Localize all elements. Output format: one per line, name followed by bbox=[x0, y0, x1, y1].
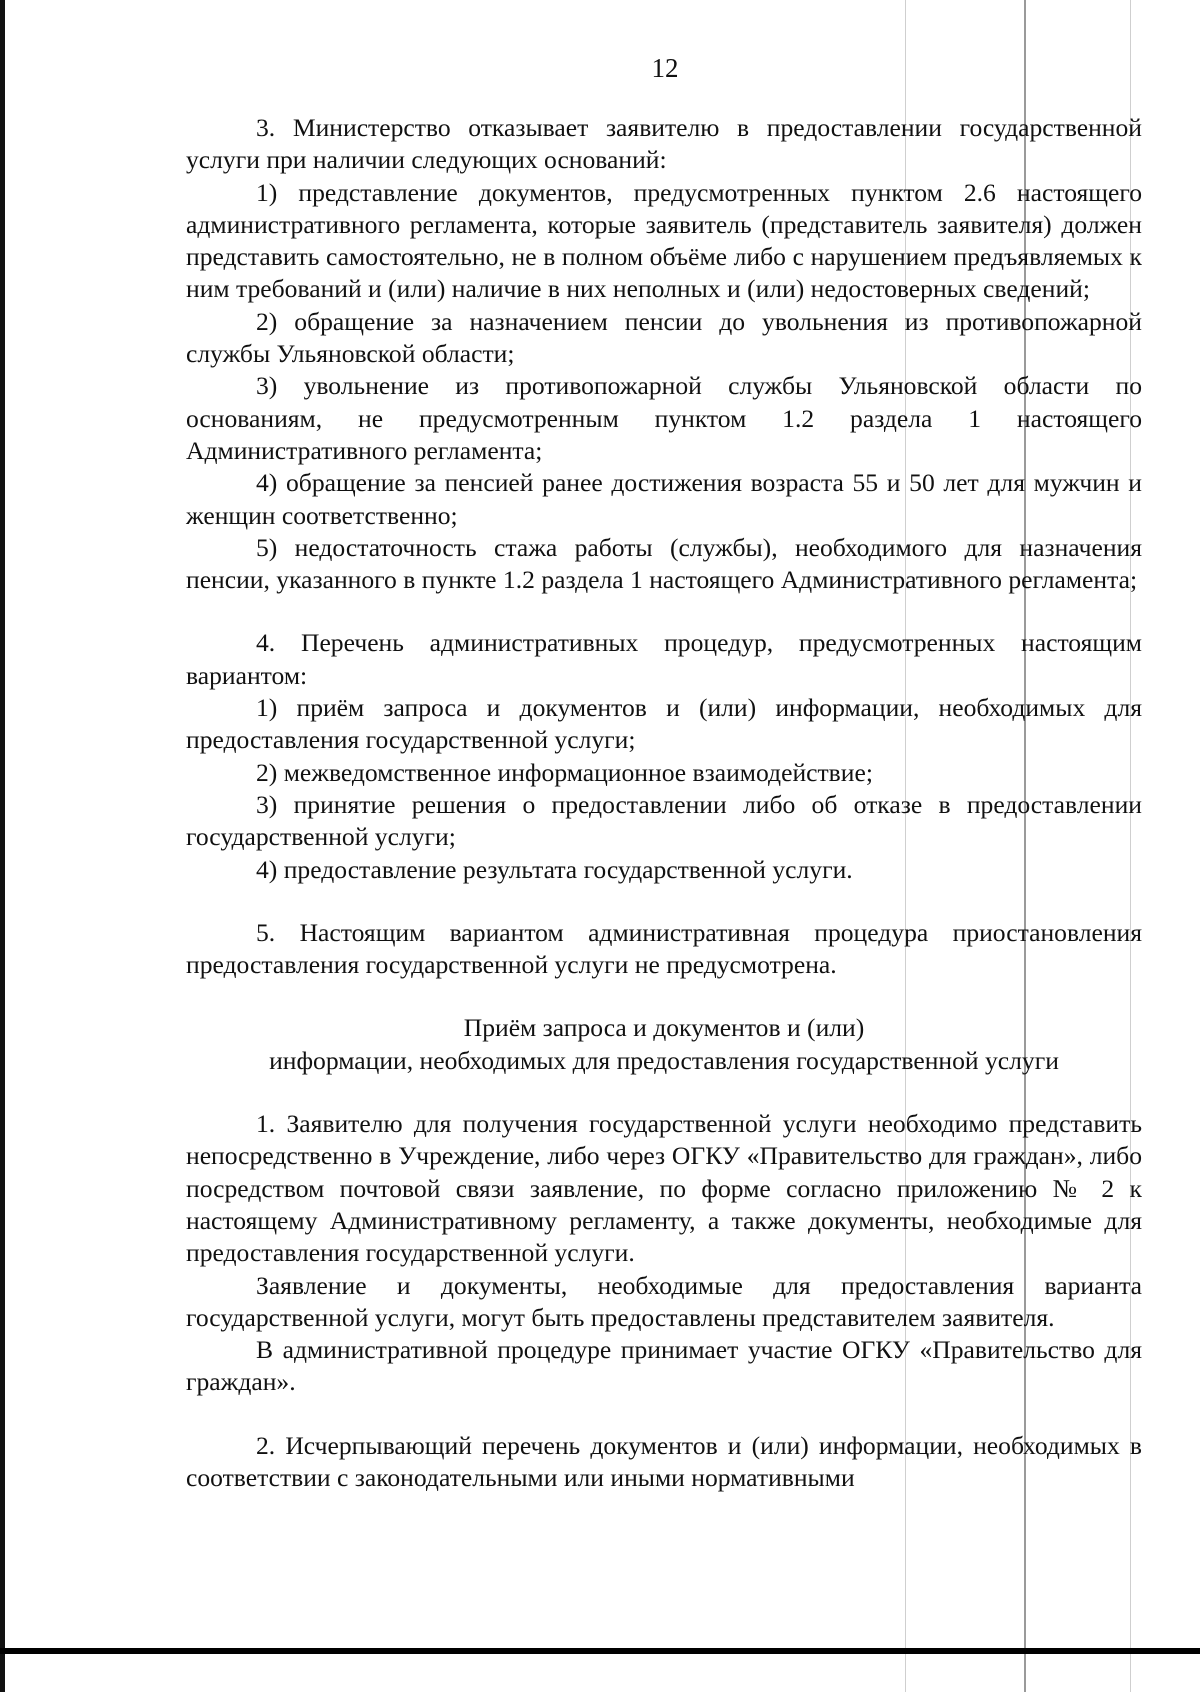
paragraph-list-item: 4) обращение за пенсией ранее достижения возраста 55 и 50 лет для мужчин и женщин соответственно; bbox=[186, 468, 1142, 530]
paragraph-list-item: 1) представление документов, предусмотренных пунктом 2.6 настоящего административного регламента, которые заявитель (представитель заявителя) должен представить самостоятельно, не в полном объёме либо с нарушением предъявляемых к ним требований и (или) наличие в них неполных и (или) недостоверных сведений; bbox=[186, 177, 1142, 304]
section-heading-line-2: информации, необходимых для предоставления государственной услуги bbox=[269, 1045, 1059, 1075]
paragraph-list-item: 3) принятие решения о предоставлении либо об отказе в предоставлении государственной услуги; bbox=[186, 789, 1142, 852]
page-number: 12 bbox=[651, 53, 679, 83]
section-heading bbox=[186, 1012, 1142, 1077]
paragraph-representative: Заявление и документы, необходимые для предоставления варианта государственной услуги, могут быть предоставлены представителем заявителя. bbox=[186, 1270, 1142, 1332]
paragraph-list-item: 2) обращение за назначением пенсии до увольнения из противопожарной службы Ульяновской области; bbox=[186, 306, 1142, 369]
paragraph-list-item: 3) увольнение из противопожарной службы Ульяновской области по основаниям, не предусмотренным пунктом 1.2 раздела 1 настоящего Административного регламента; bbox=[186, 371, 1142, 465]
scan-left-edge bbox=[0, 0, 5, 1692]
section-heading-line-1: Приём запроса и документов и (или) bbox=[463, 1013, 865, 1043]
paragraph-suspension: 5. Настоящим вариантом административная процедура приостановления предоставления государственной услуги не предусмотрена. bbox=[186, 917, 1142, 980]
paragraph-refusal-grounds: 3. Министерство отказывает заявителю в предоставлении государственной услуги при наличии следующих оснований: bbox=[186, 113, 1142, 175]
paragraph-list-item: 4) предоставление результата государственной услуги. bbox=[256, 854, 853, 884]
paragraph-participation: В административной процедуре принимает участие ОГКУ «Правительство для граждан». bbox=[186, 1335, 1142, 1397]
paragraph-procedures: 4. Перечень административных процедур, предусмотренных настоящим вариантом: bbox=[186, 628, 1142, 690]
paragraph-list-item: 5) недостаточность стажа работы (службы), необходимого для назначения пенсии, указанного в пункте 1.2 раздела 1 настоящего Административного регламента; bbox=[186, 532, 1142, 595]
document-body bbox=[186, 112, 1142, 1494]
scan-bottom-border bbox=[0, 1648, 1200, 1654]
paragraph-submission: 1. Заявителю для получения государственной услуги необходимо представить непосредственно в Учреждение, либо через ОГКУ «Правительство для граждан», либо посредством почтовой связи заявление, по форме согласно приложению № 2 к настоящему Административному регламенту, а также документы, необходимые для предоставления государственной услуги. bbox=[186, 1109, 1142, 1268]
paragraph-list-item: 2) межведомственное информационное взаимодействие; bbox=[256, 757, 873, 787]
paragraph-documents-list: 2. Исчерпывающий перечень документов и (или) информации, необходимых в соответствии с законодательными или иными нормативными bbox=[186, 1430, 1142, 1492]
paragraph-list-item: 1) приём запроса и документов и (или) информации, необходимых для предоставления государственной услуги; bbox=[186, 693, 1142, 755]
